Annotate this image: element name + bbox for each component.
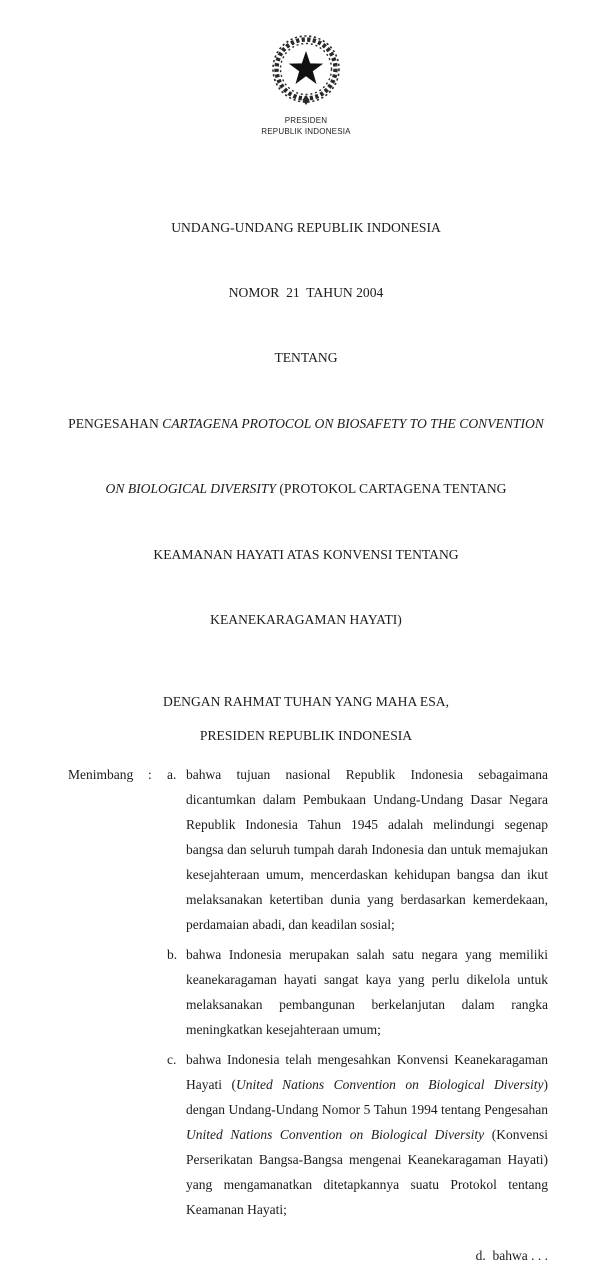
item-text: bahwa tujuan nasional Republik Indonesia sebagaimana dicantumkan dalam Pembukaan Undang-Undang Dasar Negara Republik Indonesia Tahun 1945 adalah melindungi segenap bangsa dan seluruh tumpah darah Indonesia dan untuk memajukan kesejahteraan umum, mencerdaskan kehidupan bangsa dan ikut melaksanakan ketertiban dunia yang berdasarkan kemerdekaan, perdamaian abadi, dan keadilan sosial; xyxy=(186,766,548,932)
item-text: bahwa Indonesia merupakan salah satu negara yang memiliki keanekaragaman hayati sangat kaya yang perlu dikelola untuk melaksanakan pembangunan berkelanjutan dalam rangka meningkatkan kesejahteraan umum; xyxy=(186,946,548,1037)
law-title-line7: KEANEKARAGAMAN HAYATI) xyxy=(210,611,402,627)
consideration-item-b xyxy=(68,942,548,1042)
law-title-line5: ON BIOLOGICAL DIVERSITY (PROTOKOL CARTAGENA TENTANG xyxy=(105,481,507,497)
law-title xyxy=(0,173,612,674)
law-title-line6: KEAMANAN HAYATI ATAS KONVENSI TENTANG xyxy=(153,546,459,562)
item-text: bahwa Indonesia telah mengesahkan Konvensi Keanekaragaman Hayati (United Nations Convention on Biological Diversity) dengan Undang-Undang Nomor 5 Tahun 1994 tentang Pengesahan United Nations Convention on Biological Diversity (Konvensi Perserikatan Bangsa-Bangsa mengenai Keanekaragaman Hayati) yang mengamanatkan ditetapkannya suatu Protokol tentang Keamanan Hayati; xyxy=(186,1051,549,1217)
invocation-line: DENGAN RAHMAT TUHAN YANG MAHA ESA, xyxy=(163,694,449,710)
letterhead xyxy=(0,0,612,137)
republik-indonesia-label: REPUBLIK INDONESIA xyxy=(261,126,351,136)
menimbang-label: Menimbang xyxy=(68,766,134,782)
menimbang-colon: : xyxy=(148,766,152,782)
consideration-item-a xyxy=(68,762,548,937)
authority-line: PRESIDEN REPUBLIK INDONESIA xyxy=(199,728,413,744)
item-letter: c. xyxy=(167,1051,177,1067)
consideration-item-c xyxy=(68,1047,548,1222)
star-wreath-emblem-icon xyxy=(266,34,346,108)
item-letter: b. xyxy=(167,946,178,962)
item-letter: a. xyxy=(167,766,177,782)
law-title-line3: TENTANG xyxy=(274,350,338,366)
law-title-line4: PENGESAHAN CARTAGENA PROTOCOL ON BIOSAFETY TO THE CONVENTION xyxy=(68,415,544,431)
law-title-line2: NOMOR 21 TAHUN 2004 xyxy=(228,284,384,300)
page-catchword: d. bahwa . . . xyxy=(475,1247,548,1263)
considerations-section xyxy=(68,762,548,1222)
law-title-line1: UNDANG-UNDANG REPUBLIK INDONESIA xyxy=(171,219,441,235)
presiden-label: PRESIDEN xyxy=(284,116,328,125)
